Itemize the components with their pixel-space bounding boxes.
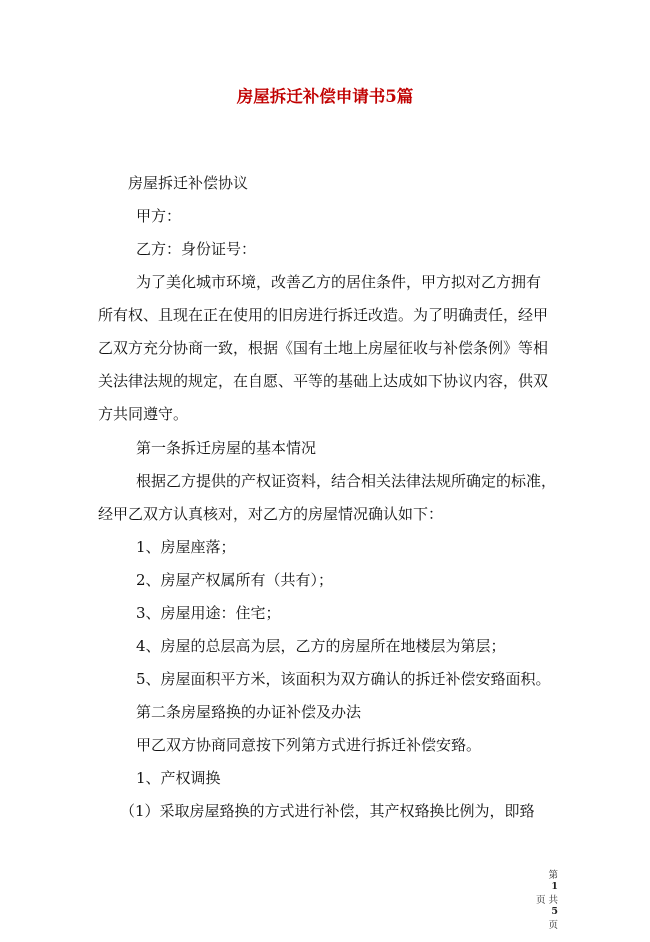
section-heading [136, 699, 361, 726]
text-line: 第二条房屋臵换的办证补偿及办法 [136, 703, 362, 721]
paragraph [98, 269, 558, 428]
text-line: 5、房屋面积平方米，该面积为双方确认的拆迁补偿安臵面积。 [136, 670, 551, 688]
text-line: （1）采取房屋臵换的方式进行补偿，其产权臵换比例为，即臵 [120, 802, 535, 820]
page-label-suffix: 页 [548, 920, 558, 931]
page-label-mid: 页 共 [535, 895, 558, 906]
document-title: 房屋拆迁补偿申请书5篇 [236, 87, 414, 106]
page-label-prefix: 第 [548, 870, 558, 881]
text-line: 为了美化城市环境，改善乙方的居住条件，甲方拟对乙方拥有 [136, 273, 542, 291]
paragraph [136, 236, 256, 263]
text-line: 第一条拆迁房屋的基本情况 [136, 439, 317, 457]
paragraph [136, 732, 481, 759]
list-item [136, 666, 551, 693]
text-line: 4、房屋的总层高为层，乙方的房屋所在地楼层为第层； [136, 637, 506, 655]
total-pages-number: 5 [551, 906, 558, 917]
paragraph [128, 170, 248, 197]
text-line: 甲方： [136, 207, 182, 225]
paragraph [98, 468, 558, 528]
text-line: 关法律法规的规定，在自愿、平等的基础上达成如下协议内容，供双 [98, 372, 549, 390]
page-indicator [518, 856, 558, 942]
text-line: 方共同遵守。 [98, 405, 189, 423]
text-line: 所有权、且现在正在使用的旧房进行拆迁改造。为了明确责任，经甲 [98, 306, 549, 324]
list-item [136, 534, 236, 561]
text-line: 1、房屋座落； [136, 538, 236, 556]
text-line: 3、房屋用途：住宅； [136, 604, 281, 622]
text-line: 2、房屋产权属所有（共有）； [136, 571, 334, 589]
text-line: 房屋拆迁补偿协议 [128, 174, 249, 192]
list-item [136, 765, 221, 792]
paragraph [136, 203, 181, 230]
text-line: 甲乙双方协商同意按下列第方式进行拆迁补偿安臵。 [136, 736, 482, 754]
list-item [136, 633, 506, 660]
list-item [120, 798, 535, 825]
list-item [136, 567, 333, 594]
list-item [136, 600, 281, 627]
text-line: 1、产权调换 [136, 769, 221, 787]
text-line: 根据乙方提供的产权证资料，结合相关法律法规所确定的标准， [136, 472, 557, 490]
text-line: 乙方：身份证号： [136, 240, 257, 258]
current-page-number: 1 [551, 881, 558, 892]
text-line: 经甲乙双方认真核对，对乙方的房屋情况确认如下： [98, 505, 444, 523]
text-line: 乙双方充分协商一致，根据《国有土地上房屋征收与补偿条例》等相 [98, 339, 549, 357]
section-heading [136, 435, 316, 462]
